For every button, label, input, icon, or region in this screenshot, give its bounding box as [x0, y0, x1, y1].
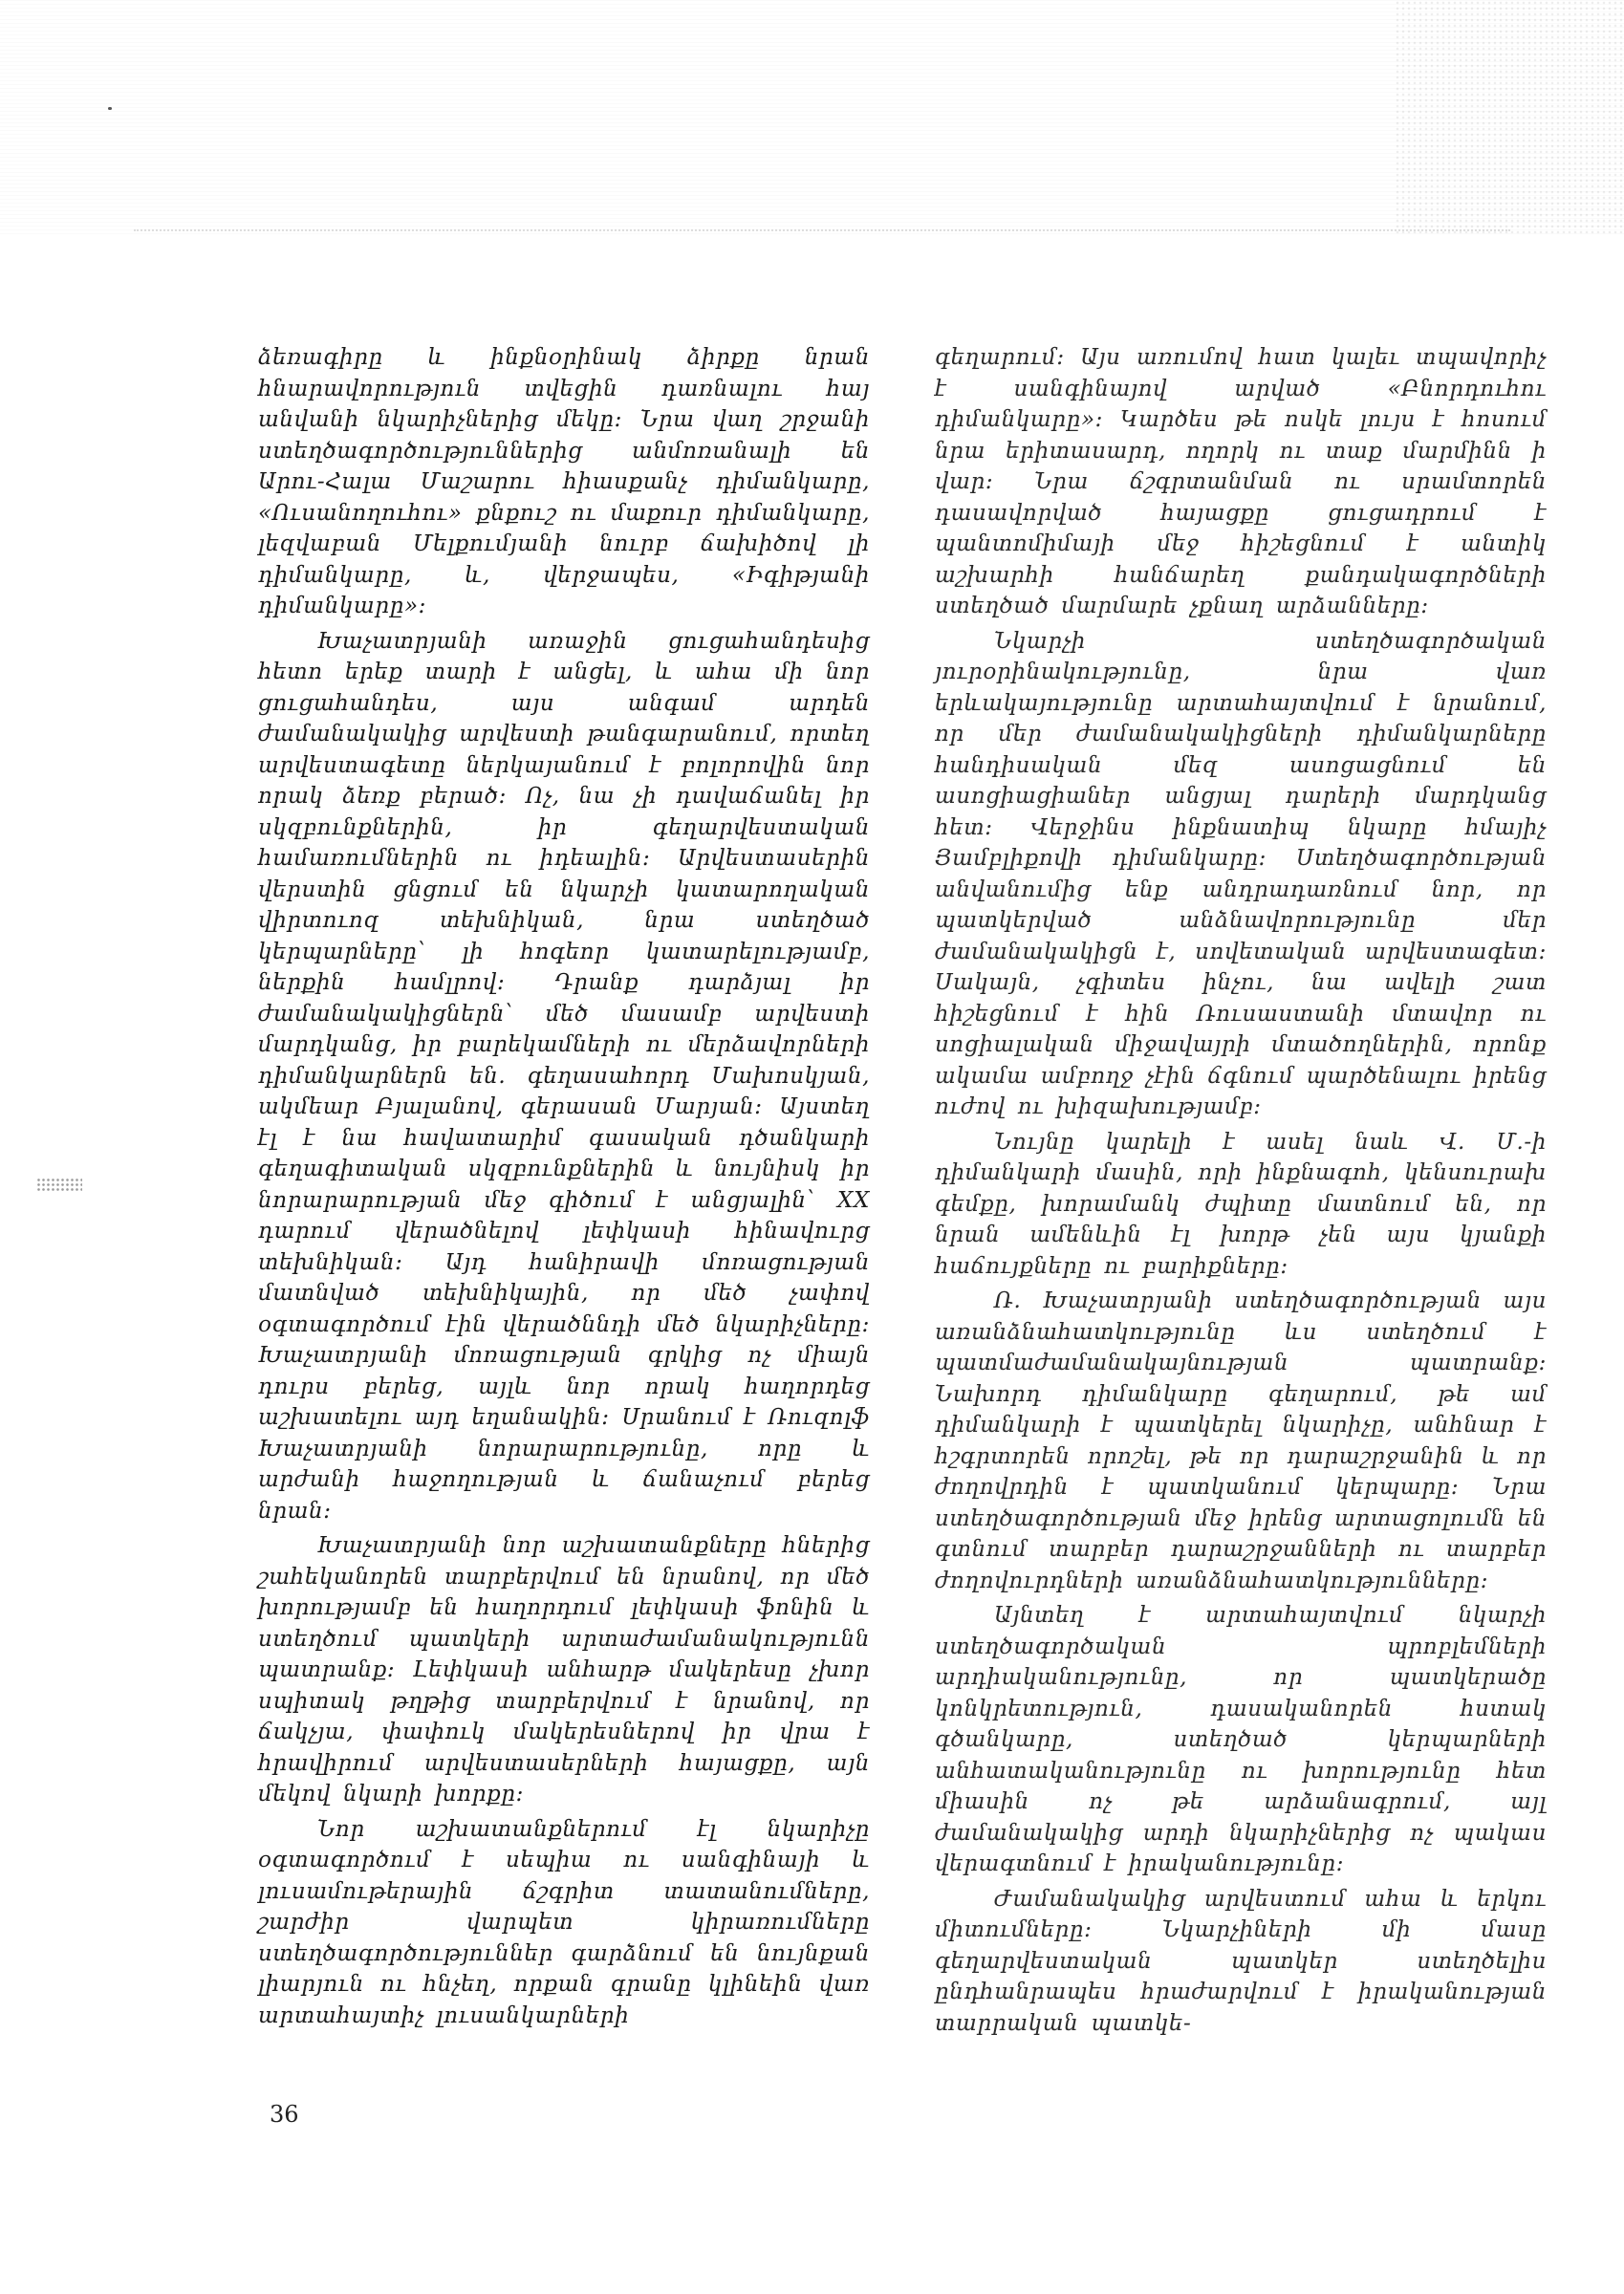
scan-speck	[108, 107, 112, 110]
paragraph: Խաչատրյանի նոր աշխատանքները հներից շահեկանորեն տարբերվում են նրանով, որ մեծ խորությամբ են հաղորդում լեփկասի ֆոնին և ստեղծում պատկերի արտաժամանակությունն պատրանք։ Լեփկասի անհարթ մակերեսը չխոր սպիտակ թղթից տարբերվում է նրանով, որ ճակչյա, փափուկ մակերեսներով իր վրա է հրավիրում արվեստասերների հայացքը, այն մեկով նկարի խորքը։	[258, 1533, 870, 1807]
paragraph: Ռ. Խաչատրյանի ստեղծագործության այս առանձնահատկությունը ևս ստեղծում է պատմաժամանակայնության պատրանք։ Նախորդ դիմանկարը գեղարում, թե ամ դիմանկարի է պատկերել նկարիչը, անհնար է հշգրտորեն որոշել, թե որ դարաշրջանին և որ ժողովրդին է պատկանում կերպարը։ Նրա ստեղծագործության մեջ իրենց արտացոլումն են գտնում տարբեր դարաշրջանների ու տարբեր ժողովուրդների առանձնահատկությունները։	[935, 1288, 1547, 1593]
scan-edge-line	[134, 229, 1510, 231]
paragraph: Խաչատրյանի առաջին ցուցահանդեսից հետո երեք տարի է անցել, և ահա մի նոր ցուցահանդես, այս անգամ արդեն ժամանակակից արվեստի թանգարանում, որտեղ արվեստագետը ներկայանում է բոլորովին նոր որակ ձեռք բերած։ Ոչ, նա չի դավաճանել իր սկզբունքներին, իր գեղարվեստական համառումներին ու իդեալին։ Արվեստասերին վերստին ցնցում են նկարչի կատարողական վիրտուոզ տեխնիկան, նրա ստեղծած կերպարները՝ լի հոգեոր կատարելությամբ, ներքին համլրով։ Դրանք դարձյալ իր ժամանակակիցներն՝ մեծ մասամբ արվեստի մարդկանց, իր բարեկամների ու մերձավորների դիմանկարներն են. գեղասահորդ Մախոսկյան, ակմեար Բյալանով, գերասան Մարյան։ Այստեղ էլ է նա հավատարիմ գասական դծանկարի գեղագիտական սկզբունքներին և նույնիսկ իր նորարարության մեջ գիծում է անցյալին՝ XX դարում վերածնելով լեփկասի հինավուրց տեխնիկան։ Այդ հանիրավի մոռացության մատնված տեխնիկային, որ մեծ չափով օգտագործում էին վերածննդի մեծ նկարիչները։ Խաչատրյանի մոռացության գրկից ոչ միայն դուրս բերեց, այլև նոր որակ հաղորդեց աշխատելու այդ եղանակին։ Սրանում է Ռուզոլֆ Խաչատրյանի նորարարությունը, որը և արժանի հաջողության և ճանաչում բերեց նրան։	[258, 628, 870, 1524]
paragraph: գեղարում։ Այս առումով հատ կալեւ տպավորիչ է սանգինայով արված «Բնորդուհու դիմանկարը»։ Կարծես թե ոսկե լույս է հոսում նրա երիտասարդ, ողորկ ու տաք մարմինն ի վար։ Նրա ճշգրտանման ու սրամտորեն դասավորված հայացքը ցուցադրում է պանտոմիմայի մեջ հիշեցնում է անտիկ աշխարհի հանճարեղ քանդակագործների ստեղծած մարմարե չքնաղ արձանները։	[935, 345, 1547, 618]
paragraph: Նույնը կարելի է ասել նաև Վ. Մ.-ի դիմանկարի մասին, որի ինքնագոհ, կենսուրախ գեմքը, խորամանկ ժպիտը մատնում են, որ նրան ամենևին էլ խորթ չեն այս կյանքի հաճույքները ու բարիքները։	[935, 1129, 1547, 1279]
scan-header-noise	[0, 0, 1624, 234]
paragraph: Այնտեղ է արտահայտվում նկարչի ստեղծագործական պրոբլեմների արդիականությունը, որ պատկերածը կոնկրետություն, դասականորեն հստակ գծանկարը, ստեղծած կերպարների անհատականությունը ու խորությունը հետ միասին ոչ թե արձանագրում, այլ ժամանակակից արդի նկարիչներից ոչ պակաս վերագտնում է իրականությունը։	[935, 1603, 1547, 1876]
paragraph: Ժամանակակից արվեստում ահա և երկու միտումները։ Նկարչիների մի մասը գեղարվեստական պատկեր ստեղծելիս ընդհանրապես հրաժարվում է իրականության տարրական պատկե-	[935, 1886, 1547, 2036]
paragraph: Նկարչի ստեղծագործական յուրօրինակությունը, նրա վառ երևակայությունը արտահայտվում է նրանում, որ մեր ժամանակակիցների դիմանկարները հանդիսական մեզ ասոցացնում են ասոցիացիաներ անցյալ դարերի մարդկանց հետ։ Վերջինս ինքնատիպ նկարը հմայիչ Յամբլիքովի դիմանկարը։ Ստեղծագործության անվանումից ենք անդրադառնում նոր, որ պատկերված անձնավորությունը մեր ժամանակակիցն է, սովետական արվեստագետ։ Սակայն, չգիտես ինչու, նա ավելի շատ հիշեցնում է հին Ռուսաստանի մտավոր ու սոցիալական միջավայրի մտածողներին, որոնք ակամա ամբողջ չէին ճգնում պարծենալու իրենց ուժով ու խիզախությամբ։	[935, 628, 1547, 1119]
page-number: 36	[270, 2101, 299, 2128]
left-text-column	[258, 342, 870, 2031]
paragraph: ձեռագիրը և ինքնօրինակ ձիրքը նրան հնարավորություն տվեցին դառնալու հայ անվանի նկարիչներից մեկը։ Նրա վաղ շրջանի ստեղծագործություններից անմոռանալի են Արու-Հալա Մաշարու հիասքանչ դիմանկարը, «Ուսանողուհու» քնքուշ ու մաքուր դիմանկարը, լեզվաբան Մելքումյանի նուրբ ճախիծով լի դիմանկարը, և, վերջապես, «Իգիթյանի դիմանկարը»։	[258, 345, 870, 618]
right-text-column	[935, 342, 1547, 2039]
paragraph: Նոր աշխատանքներում էլ նկարիչը օգտագործում է սեպիա ու սանգինայի և լուսամութերային ճշգրիտ տատանումները, շարժիր վարպետ կիրառումները ստեղծագործություններ գարձնում են նույնքան լիարյուն ու հնչեղ, որքան գրանը կլինեին վառ արտահայտիչ լուսանկարների	[258, 1816, 870, 2028]
margin-smudge	[36, 1178, 82, 1191]
